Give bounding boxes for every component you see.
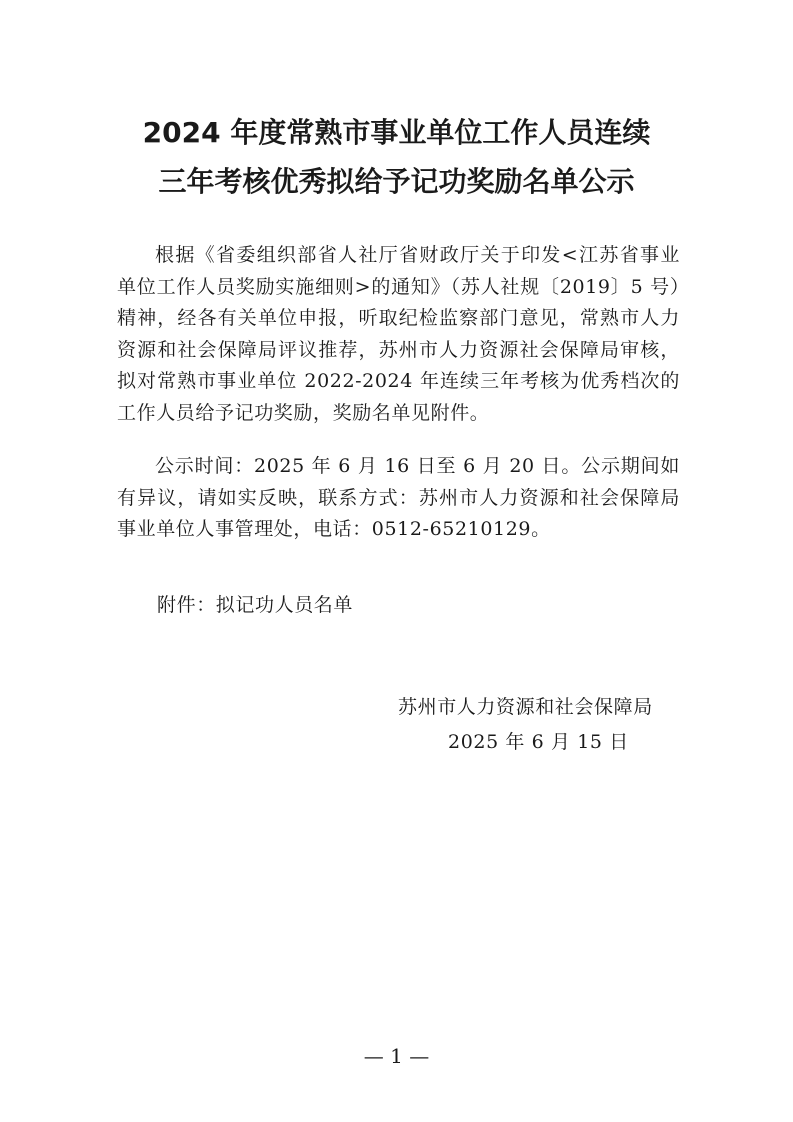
page-number: — 1 — xyxy=(363,1044,430,1068)
body-paragraph-basis: 根据《省委组织部省人社厅省财政厅关于印发<江苏省事业单位工作人员奖励实施细则>的通知》（苏人社规〔2019〕5 号）精神，经各有关单位申报，听取纪检监察部门意见，常熟市人力资源和社会保障局评议推荐，苏州市人力资源社会保障局审核，拟对常熟市事业单位 2022-2024 年连续三年考核为优秀档次的工作人员给予记功奖励，奖励名单见附件。 xyxy=(117,244,680,424)
document-title-line-2: 三年考核优秀拟给予记功奖励名单公示 xyxy=(158,165,635,198)
document-title-line-1: 2024 年度常熟市事业单位工作人员连续 xyxy=(142,116,651,149)
issue-date: 2025 年 6 月 15 日 xyxy=(448,731,629,753)
issuing-authority: 苏州市人力资源和社会保障局 xyxy=(398,696,653,718)
body-paragraph-publicity-period: 公示时间：2025 年 6 月 16 日至 6 月 20 日。公示期间如有异议，请如实反映，联系方式：苏州市人力资源和社会保障局事业单位人事管理处，电话：0512-65210129。 xyxy=(117,455,680,540)
attachment-note: 附件：拟记功人员名单 xyxy=(157,594,354,616)
